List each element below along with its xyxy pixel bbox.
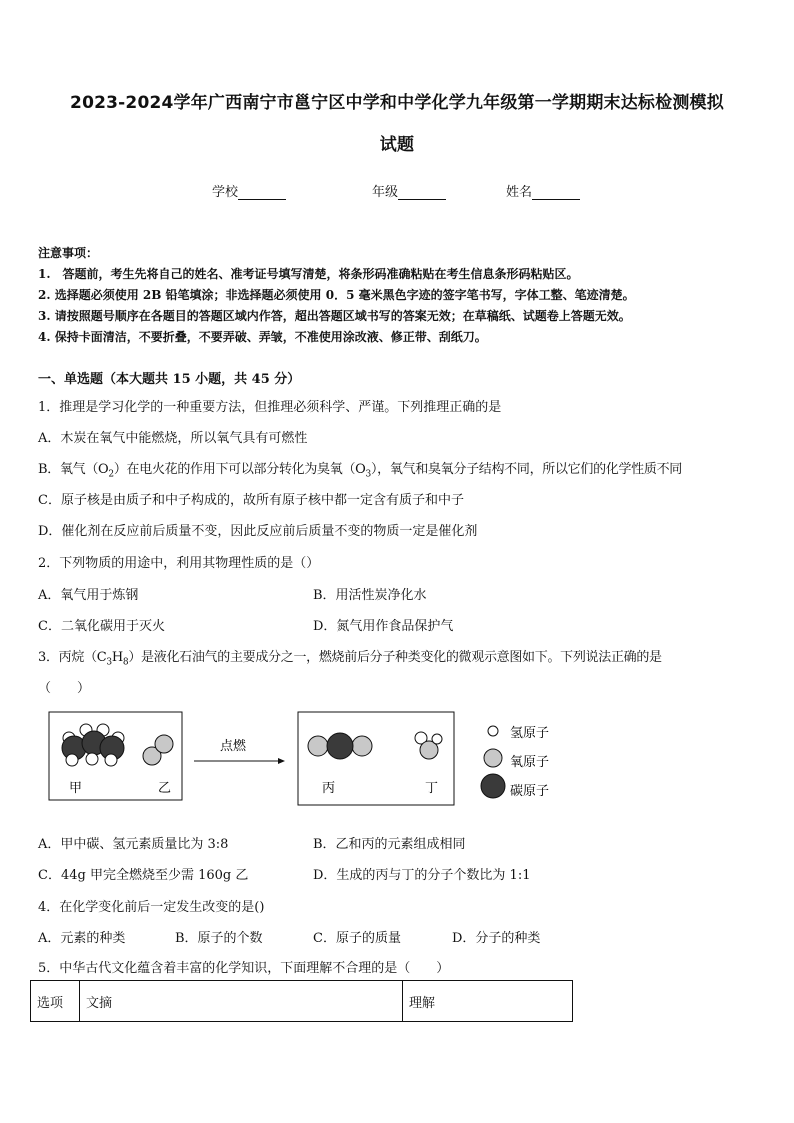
q1-option-a: A．木炭在氧气中能燃烧，所以氧气具有可燃性 [38, 431, 308, 446]
q3-stem-text: 3．丙烷（C [38, 650, 107, 665]
legend-hydrogen-icon [488, 726, 498, 736]
q2-option-c: C．二氧化碳用于灭火 [38, 619, 165, 634]
q5-table [30, 980, 573, 1022]
legend-oxygen-icon [484, 749, 502, 767]
q2-stem: 2．下列物质的用途中，利用其物理性质的是（） [38, 556, 320, 571]
q3-option-b: B．乙和丙的元素组成相同 [313, 837, 466, 852]
notes-item: 3. 请按照题号顺序在各题目的答题区域内作答，超出答题区域书写的答案无效；在草稿纸、试题卷上答题无效。 [38, 309, 631, 323]
q3-stem-sub: 8 [122, 657, 129, 668]
q4-option-c: C．原子的质量 [313, 931, 401, 946]
name-label: 姓名 [506, 185, 533, 200]
hydrogen-atom [66, 754, 78, 766]
table-header-cell: 理解 [403, 981, 573, 1022]
oxygen-atom [155, 735, 173, 753]
legend-carbon-label: 碳原子 [510, 784, 550, 799]
school-blank [238, 187, 286, 200]
notes-heading: 注意事项： [38, 246, 99, 260]
q1-b-text: B．氧气（O [38, 462, 109, 477]
hydrogen-atom [432, 734, 442, 744]
table-header-cell: 文摘 [80, 981, 403, 1022]
arrow-head-icon [278, 758, 285, 764]
q3-option-c: C．44g 甲完全燃烧至少需 160g 乙 [38, 868, 249, 883]
legend-hydrogen-label: 氢原子 [510, 726, 550, 741]
propane-molecule [62, 724, 124, 766]
exam-title-line1: 2023-2024学年广西南宁市邕宁区中学和中学化学九年级第一学期期末达标检测模拟 [70, 93, 724, 113]
carbon-atom [327, 733, 353, 759]
label-yi: 乙 [158, 781, 172, 796]
exam-title-line2: 试题 [379, 135, 415, 155]
q4-stem: 4．在化学变化前后一定发生改变的是() [38, 900, 265, 915]
name-field [506, 181, 580, 200]
water-molecule [415, 732, 442, 759]
section-heading: 一、单选题（本大题共 15 小题，共 45 分） [38, 372, 301, 387]
q4-option-b: B．原子的个数 [175, 931, 263, 946]
q3-stem-text: H [111, 650, 123, 665]
oxygen-atom [308, 736, 328, 756]
grade-blank [398, 187, 446, 200]
label-ding: 丁 [425, 781, 439, 796]
table-header-row [31, 981, 573, 1022]
q2-option-a: A．氧气用于炼钢 [38, 588, 139, 603]
q2-option-b: B．用活性炭净化水 [313, 588, 427, 603]
q3-stem-sub: 3 [106, 657, 112, 668]
oxygen-molecule [143, 735, 173, 765]
q1-option-d: D．催化剂在反应前后质量不变，因此反应前后质量不变的物质一定是催化剂 [38, 524, 478, 539]
q3-option-d: D．生成的丙与丁的分子个数比为 1:1 [313, 868, 531, 883]
q4-option-a: A．元素的种类 [38, 931, 126, 946]
label-jia: 甲 [69, 781, 83, 796]
school-field [212, 181, 286, 200]
q1-b-text: ）在电火花的作用下可以部分转化为臭氧（O [113, 462, 366, 477]
q1-b-sub: 3 [365, 469, 371, 480]
q3-paren: （ ） [38, 681, 91, 696]
label-bing: 丙 [322, 781, 336, 796]
legend-carbon-icon [481, 774, 505, 798]
q3-option-a: A．甲中碳、氢元素质量比为 3:8 [38, 837, 229, 852]
hydrogen-atom [86, 753, 98, 765]
molecule-diagram [0, 700, 794, 810]
school-label: 学校 [212, 185, 239, 200]
name-blank [532, 187, 580, 200]
q1-b-text: ），氧气和臭氧分子结构不同，所以它们的化学性质不同 [370, 462, 682, 477]
notes-item: 2. 选择题必须使用 2B 铅笔填涂；非选择题必须使用 0．5 毫米黑色字迹的签字笔书写，字体工整、笔迹清楚。 [38, 288, 635, 302]
legend-oxygen-label: 氧原子 [510, 755, 550, 770]
grade-field [372, 181, 446, 200]
q1-b-sub: 2 [108, 469, 114, 480]
q5-stem: 5．中华古代文化蕴含着丰富的化学知识，下面理解不合理的是（ ） [38, 961, 450, 976]
q4-option-d: D．分子的种类 [452, 931, 541, 946]
co2-molecule [308, 733, 372, 759]
hydrogen-atom [105, 754, 117, 766]
notes-item: 4. 保持卡面清洁，不要折叠，不要弄破、弄皱，不准使用涂改液、修正带、刮纸刀。 [38, 330, 487, 344]
arrow-label: 点燃 [220, 739, 247, 754]
oxygen-atom [352, 736, 372, 756]
q1-option-c: C．原子核是由质子和中子构成的，故所有原子核中都一定含有质子和中子 [38, 493, 464, 508]
notes-item: 1. 答题前，考生先将自己的姓名、准考证号填写清楚，将条形码准确粘贴在考生信息条形码粘贴区。 [38, 267, 579, 281]
q1-stem: 1．推理是学习化学的一种重要方法，但推理必须科学、严谨。下列推理正确的是 [38, 400, 502, 415]
grade-label: 年级 [372, 185, 399, 200]
q1-option-b [38, 458, 682, 480]
q3-stem [38, 646, 662, 668]
q2-option-d: D．氮气用作食品保护气 [313, 619, 454, 634]
q3-stem-text: ）是液化石油气的主要成分之一，燃烧前后分子种类变化的微观示意图如下。下列说法正确的是 [128, 650, 662, 665]
table-header-cell: 选项 [31, 981, 80, 1022]
